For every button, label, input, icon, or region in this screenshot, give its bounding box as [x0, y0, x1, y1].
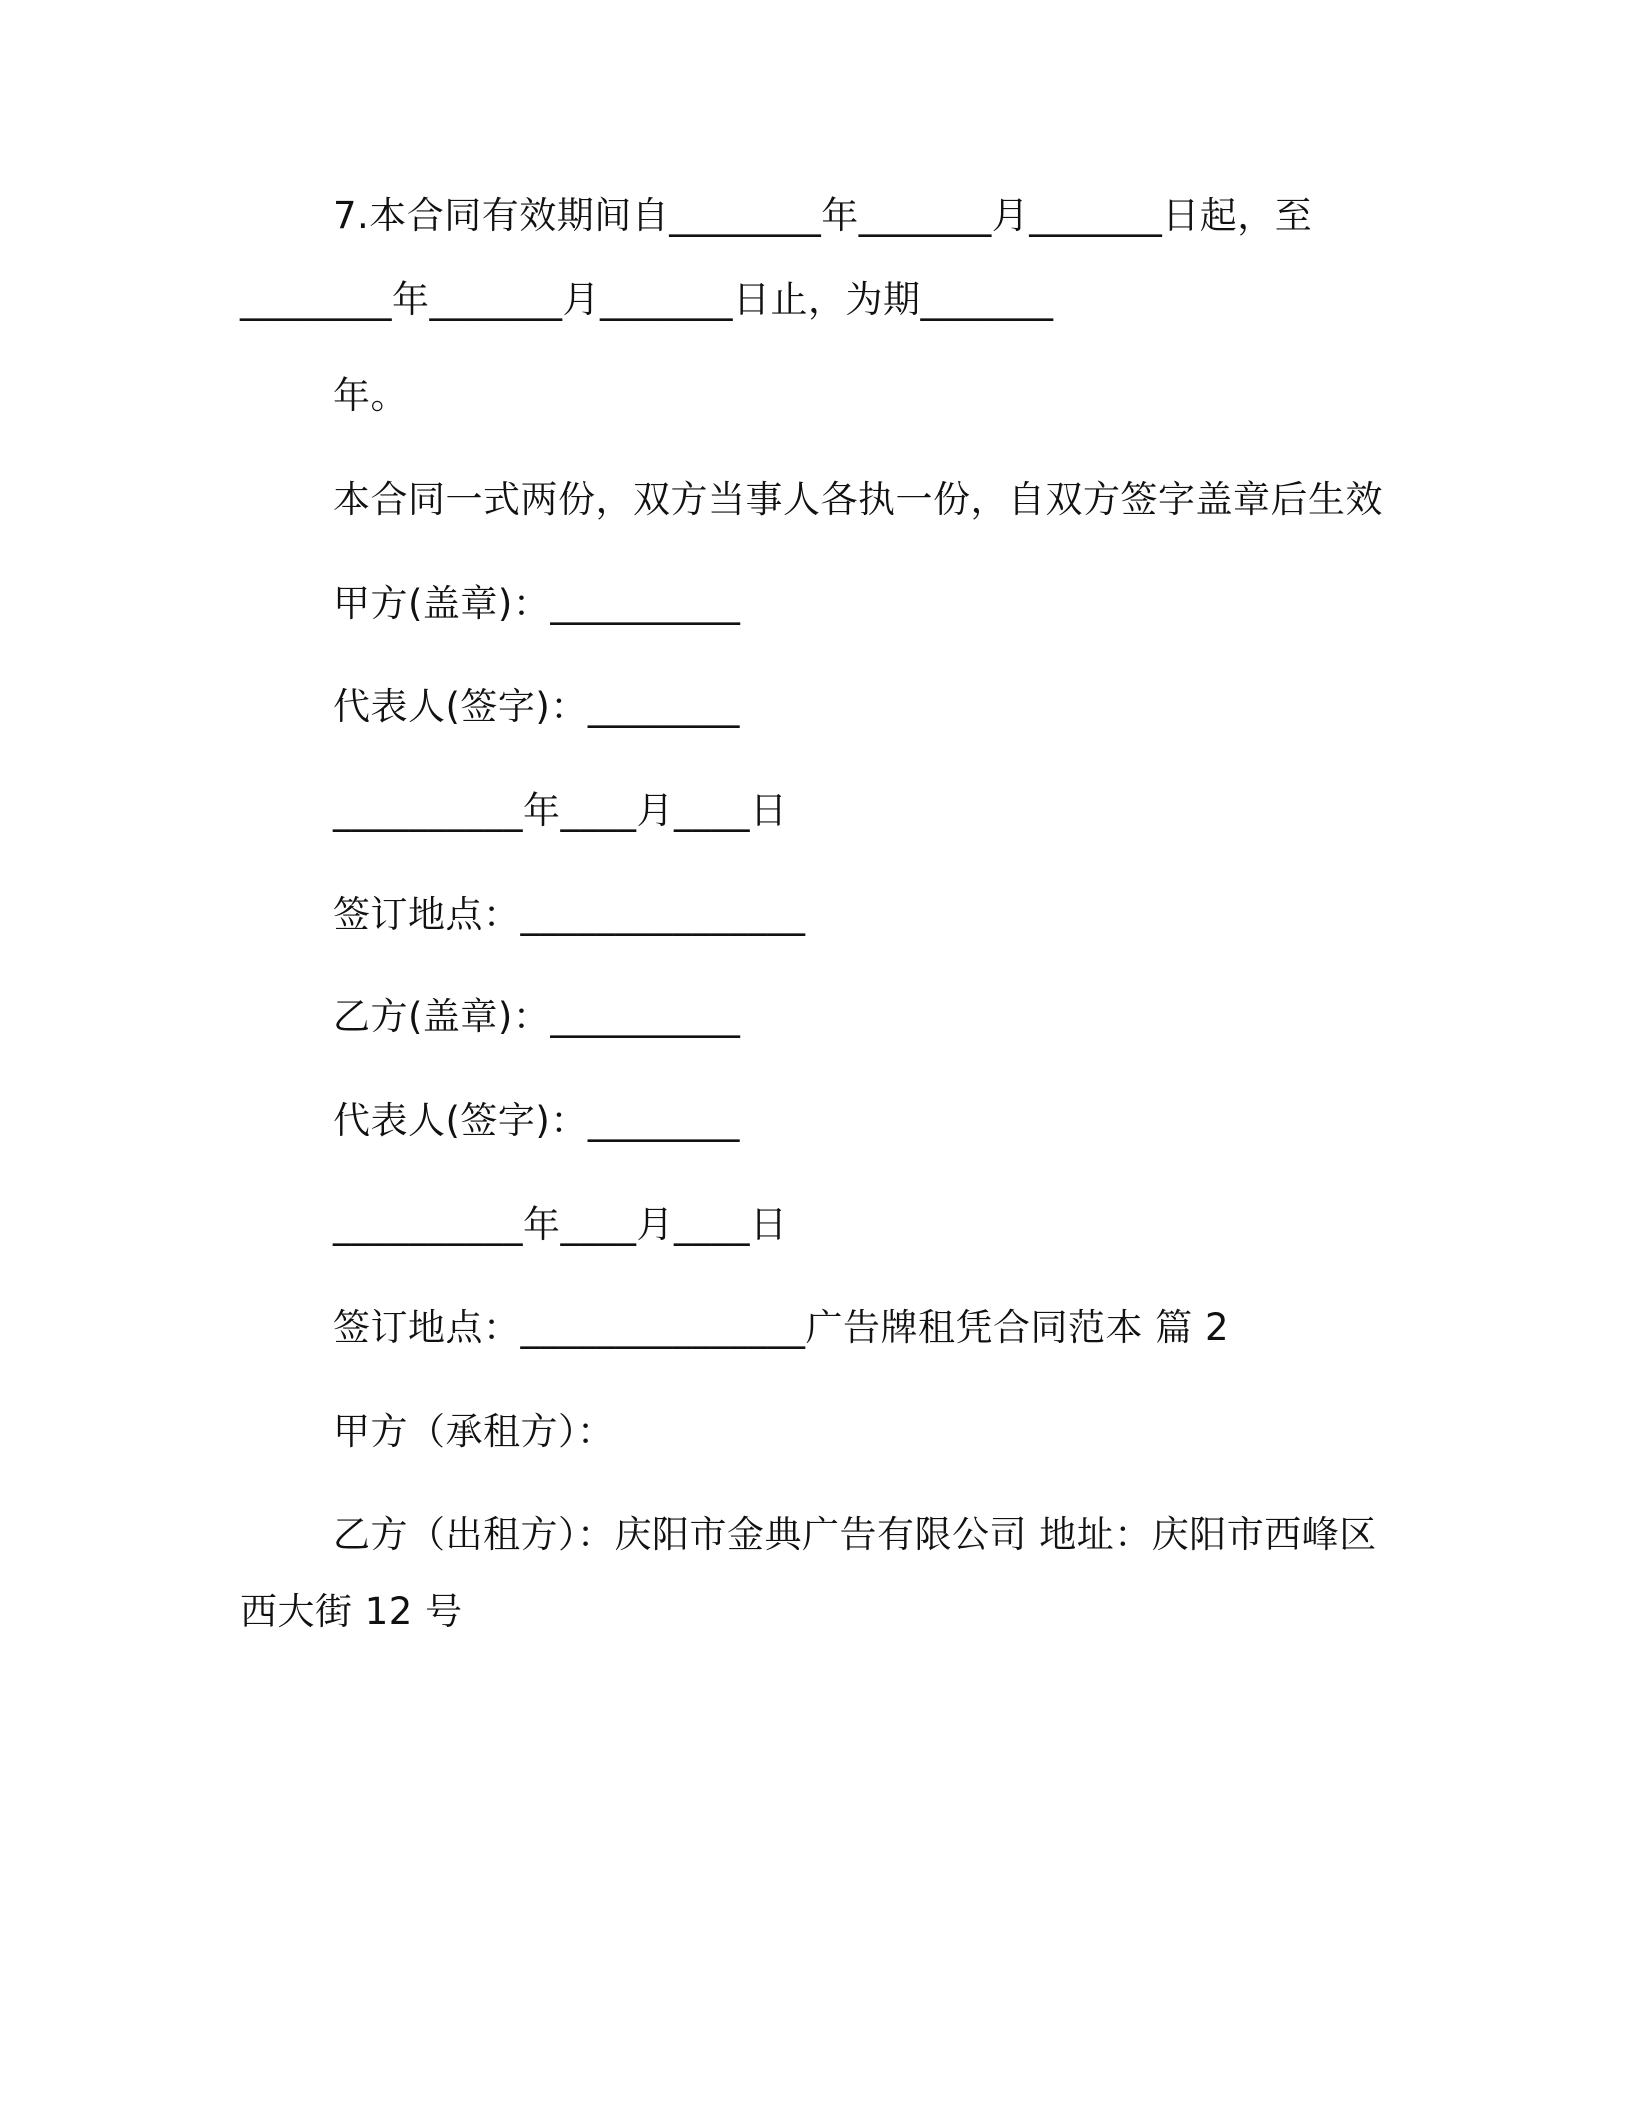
- clause-7-validity-line-2: ________年_______月_______日止，为期_______: [240, 278, 1054, 321]
- party-a-seal: 甲方(盖章)：__________: [333, 582, 741, 625]
- lessee-party-a: 甲方（承租方）：: [333, 1410, 615, 1453]
- party-b-representative: 代表人(签字)：________: [333, 1099, 740, 1142]
- party-b-signing-place-and-heading: 签订地点：_______________广告牌租凭合同范本 篇 2: [333, 1306, 1230, 1349]
- clause-7-validity-line-1: 7.本合同有效期间自________年_______月_______日起，至: [333, 194, 1313, 237]
- lessor-address-continued: 西大街 12 号: [240, 1590, 463, 1633]
- party-b-date: __________年____月____日: [333, 1203, 788, 1246]
- party-b-seal: 乙方(盖章)：__________: [333, 995, 741, 1038]
- party-a-signing-place: 签订地点：_______________: [333, 893, 806, 936]
- clause-7-validity-line-3: 年。: [333, 374, 408, 417]
- party-a-representative: 代表人(签字)：________: [333, 685, 740, 728]
- party-a-date: __________年____月____日: [333, 789, 788, 832]
- lessor-party-b: 乙方（出租方）：庆阳市金典广告有限公司 地址：庆阳市西峰区: [333, 1513, 1377, 1556]
- copies-clause: 本合同一式两份，双方当事人各执一份，自双方签字盖章后生效: [333, 478, 1383, 521]
